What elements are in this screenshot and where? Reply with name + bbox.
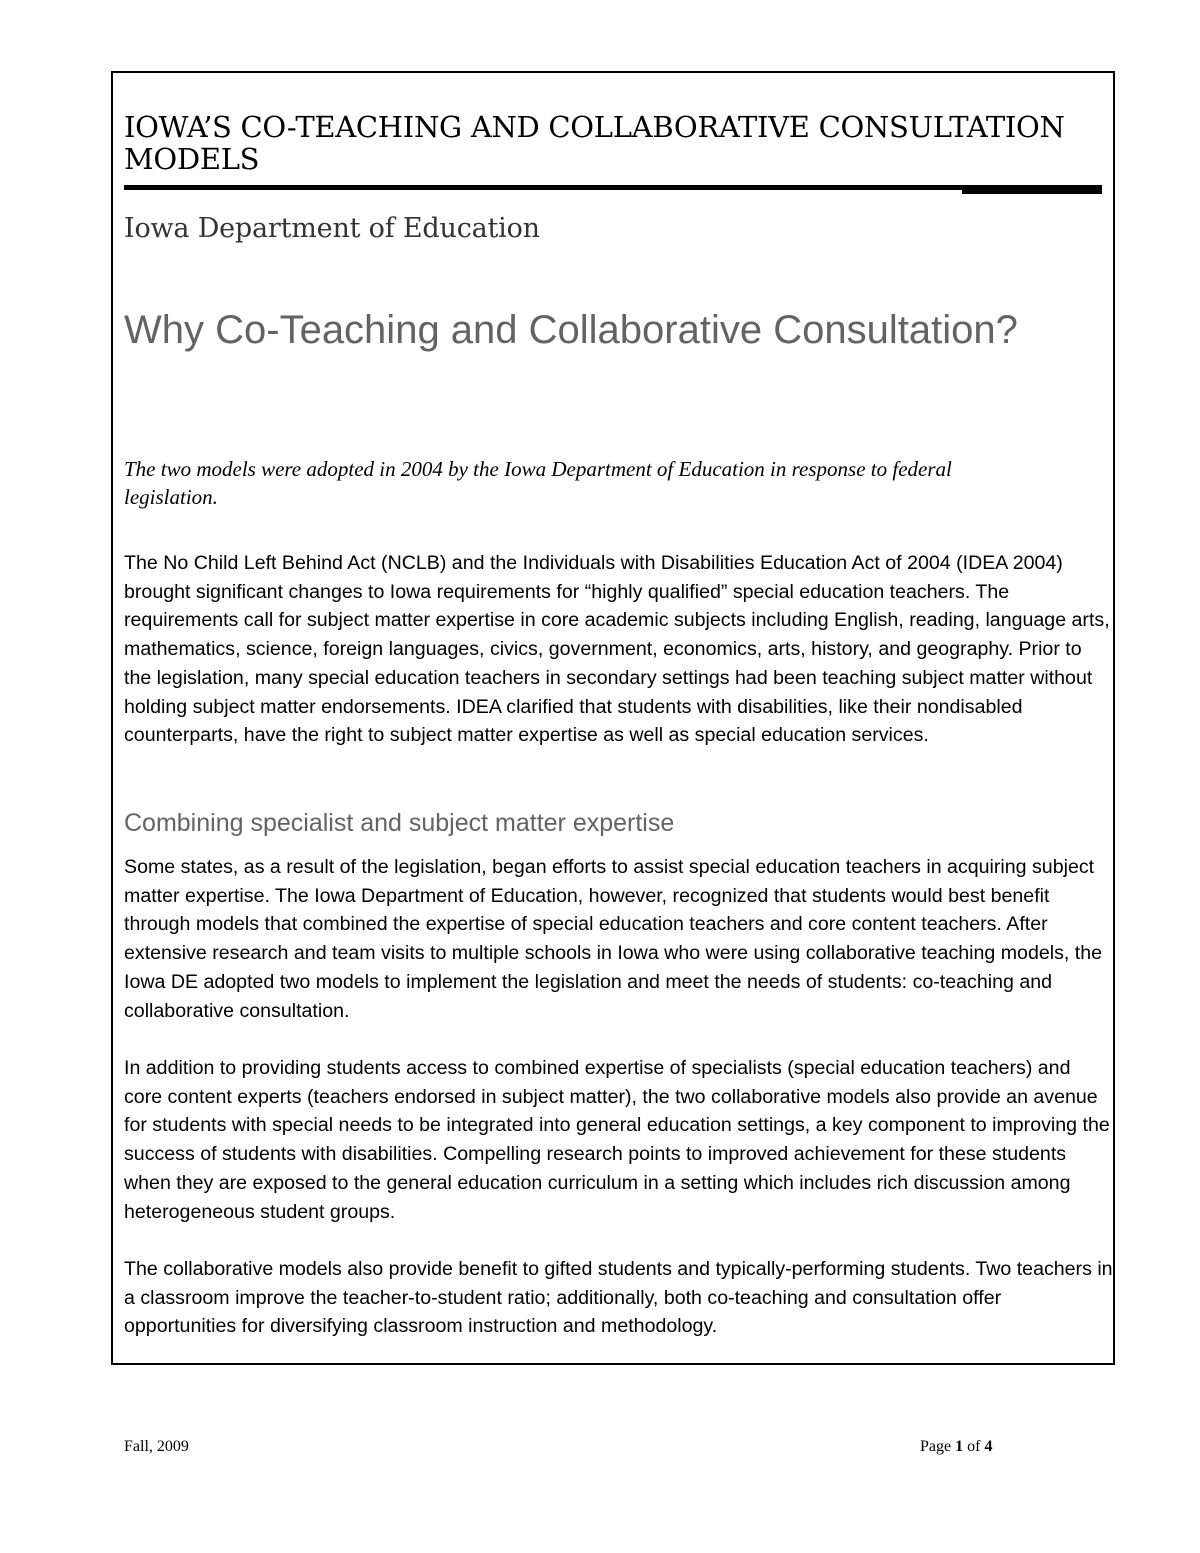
footer-page-number	[920, 1437, 992, 1457]
page-total: 4	[984, 1438, 993, 1455]
footer-date: Fall, 2009	[124, 1438, 189, 1455]
page-label: Page	[920, 1438, 952, 1455]
section-subheading: Combining specialist and subject matter expertise	[124, 809, 675, 837]
body-paragraph-4: The collaborative models also provide benefit to gifted students and typically-performing students. Two teachers in a classroom improve the teacher-to-student ratio; additionally, both co-teaching and consultation offer opportunities for diversifying classroom instruction and methodology.	[124, 1258, 1113, 1338]
body-paragraph-1: The No Child Left Behind Act (NCLB) and the Individuals with Disabilities Education Act of 2004 (IDEA 2004) brought significant changes to Iowa requirements for “highly qualified” special education teachers. The requirements call for subject matter expertise in core academic subjects including English, reading, language arts, mathematics, science, foreign languages, civics, government, economics, arts, history, and geography. Prior to the legislation, many special education teachers in secondary settings had been teaching subject matter without holding subject matter endorsements. IDEA clarified that students with disabilities, like their nondisabled counterparts, have the right to subject matter expertise as well as special education services.	[124, 552, 1110, 747]
document-title: IOWA’S CO-TEACHING AND COLLABORATIVE CONSULTATION MODELS	[124, 110, 1065, 176]
page-of: of	[967, 1438, 981, 1455]
lead-paragraph: The two models were adopted in 2004 by the Iowa Department of Education in response to federal legislation.	[124, 457, 952, 509]
title-rule	[124, 185, 1102, 190]
body-paragraph-3: In addition to providing students access to combined expertise of specialists (special education teachers) and core content experts (teachers endorsed in subject matter), the two collaborative models also provide an avenue for students with special needs to be integrated into general education settings, a key component to improving the success of students with disabilities. Compelling research points to improved achievement for these students when they are exposed to the general education curriculum in a setting which includes rich discussion among heterogeneous student groups.	[124, 1057, 1110, 1223]
organization-name: Iowa Department of Education	[124, 213, 540, 244]
page-current: 1	[955, 1438, 964, 1455]
main-heading: Why Co-Teaching and Collaborative Consultation?	[124, 308, 1018, 352]
title-rule-accent	[962, 185, 1102, 194]
body-paragraph-2: Some states, as a result of the legislation, began efforts to assist special education teachers in acquiring subject matter expertise. The Iowa Department of Education, however, recognized that students would best benefit through models that combined the expertise of special education teachers and core content teachers. After extensive research and team visits to multiple schools in Iowa who were using collaborative teaching models, the Iowa DE adopted two models to implement the legislation and meet the needs of students: co-teaching and collaborative consultation.	[124, 856, 1103, 1022]
